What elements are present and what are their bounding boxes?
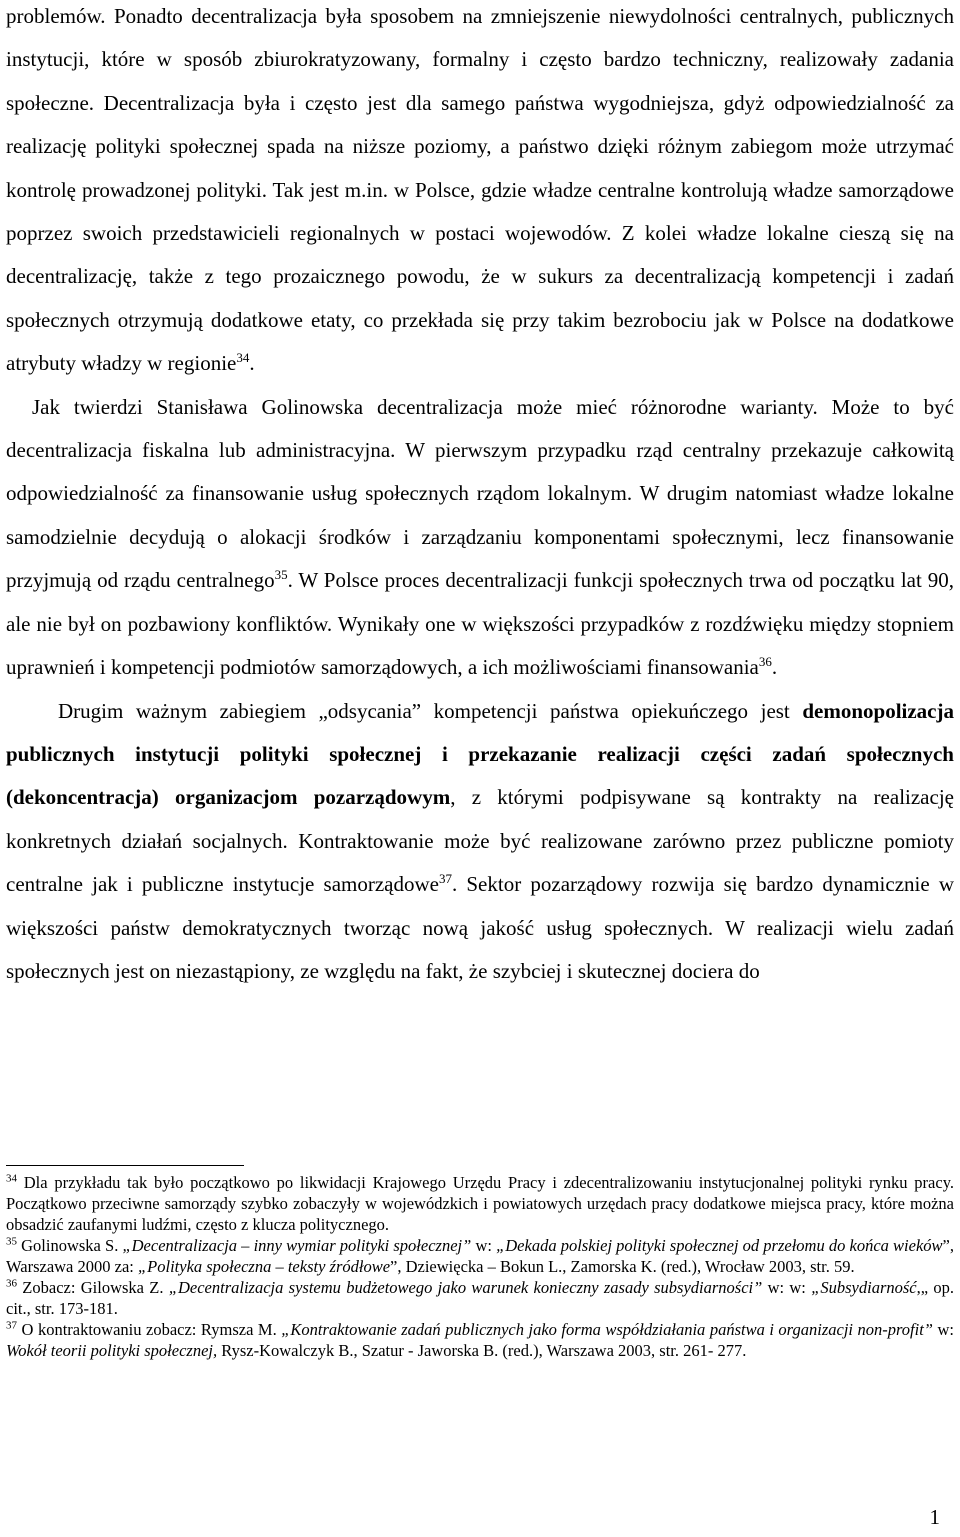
footnote-number: 34 [6, 1172, 17, 1185]
italic-text-run: „Dekada polskiej polityki społecznej od przełomu do końca wieków [496, 1236, 943, 1255]
italic-text-run: „Kontraktowanie zadań publicznych jako forma współdziałania państwa i organizacji non-profit” [281, 1320, 933, 1339]
text-run: . Sektor pozarządowy rozwija się bardzo dynamicznie w większości państw demokratycznych tworząc nową jakość usług społecznych. W realizacji wielu zadań społecznych jest on niezastąpiony, ze względu na fakt, że szybciej i skutecznej dociera do [6, 872, 954, 983]
italic-text-run: „Subsydiarność [811, 1278, 917, 1297]
footnote-ref-35[interactable]: 35 [274, 567, 288, 583]
footnote-37 [6, 1319, 954, 1361]
footnote-ref-34[interactable]: 34 [236, 350, 250, 366]
footnote-35 [6, 1235, 954, 1277]
paragraph-3 [6, 690, 954, 994]
italic-text-run: „Decentralizacja systemu budżetowego jako warunek konieczny zasady subsydiarności” [168, 1278, 763, 1297]
footnote-ref-37[interactable]: 37 [438, 871, 452, 887]
text-run: , z którymi podpisywane są kontrakty na realizację konkretnych działań socjalnych. Kontraktowanie może być realizowane zarówno przez publiczne pomioty centralne jak i publiczne instytucje samorządowe [6, 785, 954, 897]
text-run: . W Polsce proces decentralizacji funkcji społecznych trwa od początku lat 90, ale nie był on pozbawiony konfliktów. Wynikały one w większości przypadków z rozdźwięku między stopniem uprawnień i kompetencji podmiotów samorządowych, a ich możliwościami finansowania [6, 568, 955, 680]
bold-text-run: demonopolizacja publicznych instytucji polityki społecznej i przekazanie realizacji części zadań społecznych (dekoncentracja) organizacjom pozarządowym [6, 698, 954, 810]
footnote-number: 35 [6, 1235, 17, 1248]
text-run: ”, Dziewięcka – Bokun L., Zamorska K. (red.), Wrocław 2003, str. 59. [390, 1257, 855, 1276]
italic-text-run: „Decentralizacja – inny wymiar polityki społecznej” [122, 1236, 472, 1255]
footnote-34 [6, 1172, 954, 1235]
footnote-ref-36[interactable]: 36 [758, 654, 772, 670]
footnotes [6, 1172, 954, 1361]
italic-text-run: „Polityka społeczna – teksty źródłowe [137, 1257, 391, 1276]
text-run: Jak twierdzi Stanisława Golinowska decentralizacja może mieć różnorodne warianty. Może to być decentralizacja fiskalna lub administracyjna. W pierwszym przypadku rząd centralny przekazuje całkowitą odpowiedzialność za finansowanie usług społecznych rządom lokalnym. W drugim natomiast władze lokalne samodzielnie decydują o alokacji środków i zarządzaniu komponentami społecznymi, lecz finansowanie przyjmują od rządu centralnego [6, 394, 954, 593]
paragraph-1 [6, 0, 954, 386]
text-run: Rysz-Kowalczyk B., Szatur - Jaworska B. (red.), Warszawa 2003, str. 261- 277. [217, 1341, 747, 1360]
text-run: problemów. Ponadto decentralizacja była sposobem na zmniejszenie niewydolności centralnych, publicznych instytucji, które w sposób zbiurokratyzowany, formalny i często bardzo techniczny, realizowały zadania społeczne. Decentralizacja była i często jest dla samego państwa wygodniejsza, gdyż odpowiedzialność za realizację polityki społecznej spada na niższe poziomy, a państwo dzięki różnym zabiegom może utrzymać kontrolę prowadzonej polityki. Tak jest m.in. w Polsce, gdzie władze centralne kontrolują władze samorządowe poprzez swoich przedstawicieli regionalnych w postaci wojewodów. Z kolei władze lokalne cieszą się na decentralizację, także z tego prozaicznego powodu, że w sukurs za decentralizacją kompetencji i zadań społecznych otrzymują dodatkowe etaty, co przekłada się przy takim bezrobociu jak w Polsce na dodatkowe atrybuty władzy w regionie [6, 4, 954, 376]
text-run: Drugim ważnym zabiegiem „odsycania” kompetencji państwa opiekuńczego jest [58, 698, 803, 723]
page-number: 1 [929, 1505, 940, 1529]
text-run: ”, Warszawa 2000 za: [6, 1236, 954, 1276]
text-run: . [771, 655, 778, 680]
footnote-number: 36 [6, 1277, 17, 1290]
footnote-36 [6, 1277, 954, 1319]
body-text [6, 0, 954, 993]
text-run: w: [933, 1320, 955, 1339]
paragraph-2 [6, 386, 954, 690]
text-run: w: [471, 1236, 497, 1255]
text-run: ,„ op. cit., str. 173-181. [6, 1278, 955, 1318]
footnote-number: 37 [6, 1319, 17, 1332]
footnote-separator [6, 1165, 244, 1166]
text-run: Dla przykładu tak było początkowo po likwidacji Krajowego Urzędu Pracy i zdecentralizowaniu instytucjonalnej polityki rynku pracy. Początkowo przeciwne samorządy szybko zobaczyły w wojewódzkich i powiatowych urzędach pracy dodatkowe miejsca pracy, które można obsadzić zaufanymi ludźmi, często z klucza politycznego. [6, 1173, 954, 1234]
text-run: Zobacz: Gilowska Z. [17, 1278, 169, 1297]
text-run: Golinowska S. [17, 1236, 123, 1255]
text-run: . [249, 351, 255, 376]
text-run: O kontraktowaniu zobacz: Rymsza M. [17, 1320, 282, 1339]
italic-text-run: Wokół teorii polityki społecznej, [6, 1341, 218, 1360]
text-run: w: w: [762, 1278, 812, 1297]
